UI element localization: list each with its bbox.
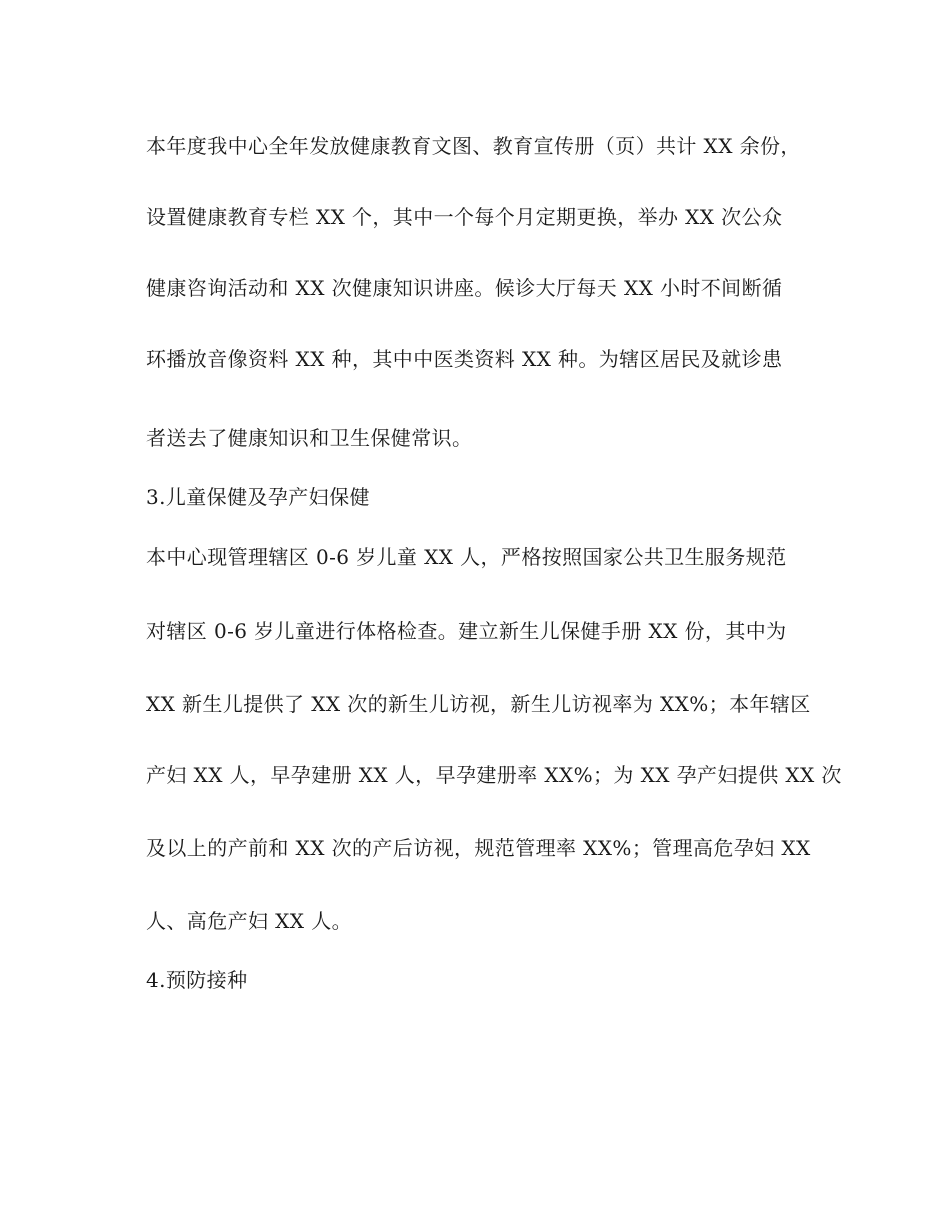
paragraph-line: XX 新生儿提供了 XX 次的新生儿访视，新生儿访视率为 XX%；本年辖区 (146, 692, 811, 716)
paragraph-line: 健康咨询活动和 XX 次健康知识讲座。候诊大厅每天 XX 小时不间断循 (146, 276, 783, 300)
paragraph-line: 本年度我中心全年发放健康教育文图、教育宣传册（页）共计 XX 余份， (146, 134, 801, 158)
paragraph-line: 及以上的产前和 XX 次的产后访视，规范管理率 XX%；管理高危孕妇 XX (146, 836, 811, 860)
paragraph-line: 环播放音像资料 XX 种，其中中医类资料 XX 种。为辖区居民及就诊患 (146, 347, 783, 371)
section-heading: 4.预防接种 (146, 968, 248, 992)
section-heading: 3.儿童保健及孕产妇保健 (146, 485, 370, 509)
paragraph-line: 者送去了健康知识和卫生保健常识。 (146, 426, 473, 450)
paragraph-line: 产妇 XX 人，早孕建册 XX 人，早孕建册率 XX%；为 XX 孕产妇提供 XX 次 (146, 763, 842, 787)
paragraph-line: 人、高危产妇 XX 人。 (146, 909, 352, 933)
paragraph-line: 本中心现管理辖区 0-6 岁儿童 XX 人，严格按照国家公共卫生服务规范 (146, 545, 787, 569)
paragraph-line: 设置健康教育专栏 XX 个，其中一个每个月定期更换，举办 XX 次公众 (146, 205, 783, 229)
paragraph-line: 对辖区 0-6 岁儿童进行体格检查。建立新生儿保健手册 XX 份，其中为 (146, 619, 787, 643)
